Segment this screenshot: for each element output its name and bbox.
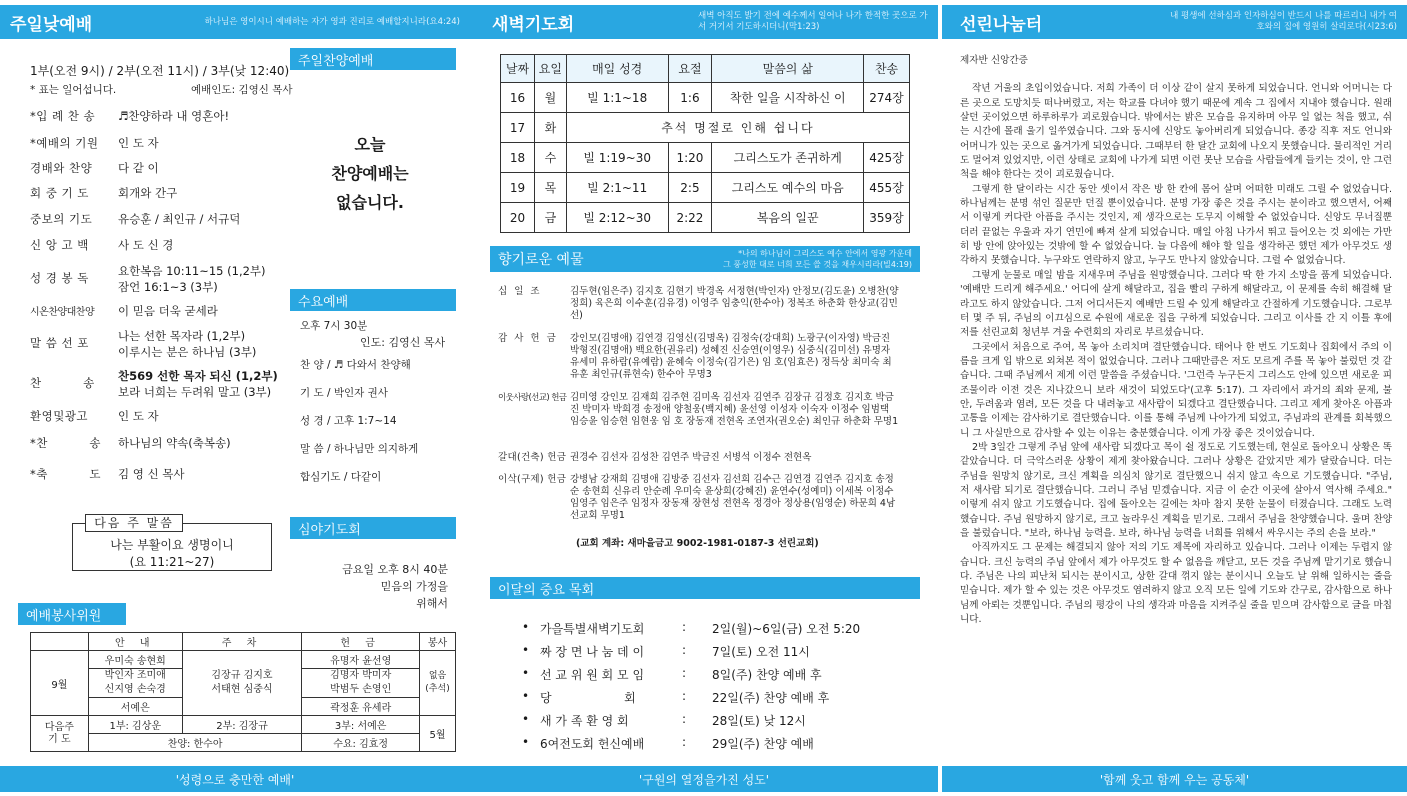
wednesday-row: 말 씀 / 하나님만 의지하게 <box>300 443 419 455</box>
offering-account: (교회 계좌: 새마을금고 9002-1981-0187-3 선린교회) <box>576 538 819 549</box>
event-row: • 가을특별새벽기도회 : 2일(월)~6일(금) 오전 5:20 <box>522 620 861 636</box>
sunday-times: 1부(오전 9시) / 2부(오전 11시) / 3부(낮 12:40) <box>30 64 290 78</box>
night-prayer-title: 심야기도회 <box>290 517 456 539</box>
order-row: 중보의 기도 유승훈 / 최인규 / 서규덕 <box>30 212 241 226</box>
praise-title: 주일찬양예배 <box>290 48 456 70</box>
next-word-label: 다음 주 말씀 <box>85 514 183 532</box>
sharing-title: 선린나눔터 <box>960 14 1043 35</box>
dawn-panel <box>470 0 940 796</box>
letter-paragraph: 그렇게 눈물로 매일 밤을 지새우며 주님을 원망했습니다. 그러다 딱 한 가지 소망을 품게 되었습니다. '예배만 드리게 해주세요.' 어디에 살게 해달라고, 집을 빨리 구하게 해달라고, 이 문제를 속히 해결해 달라고도 하지 않았습니다. 그저 어디서든지 예배만 드릴 수 있게 해달라고 간절하게 기도했습니다. 그로부터 몇 주 뒤, 주님의 이끄심으로 수원에 새로운 집을 구하게 되었습니다. 그리고 이사를 간 지 이틀 후에 저를 선린교회 청년부 겨울 수련회의 자리로 부르셨습니다. <box>960 269 1392 339</box>
order-row: 시온찬양대찬양 이 믿음 더욱 굳세라 <box>30 304 218 318</box>
next-word-ref: (요 11:21~27) <box>129 555 215 569</box>
letter-paragraph: 작년 거울의 초입이었습니다. 저희 가족이 더 이상 같이 살지 못하게 되었습니다. 언니와 어머니는 다른 곳으로 도망치듯 떠나버렸고, 저는 학교를 다녀야 했기 때문에 계속 그 집에서 지내야 했습니다. 원래 살던 곳이었으면 하루하루가 괴로웠습니다. 밖에서는 밝은 모습을 유지하며 아무 일 없는 척을 했고, 쉬는 시간에 몰래 울기 일쑤였습니다. 그와 동시에 신앙도 놓아버리게 되었습니다. 종강 직후 저도 언니와 어머니가 있는 곳으로 옮겨가게 되었습니다. 그때부터 한 달간 교회에 나오지 못했습니다. 물리적인 거리도 멀어져 있었지만, 이런 상태로 교회에 나가게 되면 이런 못난 모습을 사람들에게 들키는 것이, 안 그런 척을 해야 한다는 것이 괴로웠습니다. <box>960 83 1392 181</box>
footer-2: '구원의 열정을가진 성도' <box>470 766 938 792</box>
offering-row: 이삭(구제) 헌금 강병남 강재희 김명애 김방중 김선자 김선희 김수근 김연경 김연주 김지호 송정순 송현희 신유리 안순례 우미숙 윤상희(강혜진) 윤연수(성예미) 이세복 이정수 임영주 임은주 임정자 장동재 장현성 전현옥 정경아 정상용(임영순) 하문희 4남선교회 무명1 <box>498 474 896 521</box>
offering-row: 이웃사랑(선교) 헌금 김미영 강인모 김재희 김주현 김미옥 김선자 김연주 김장규 김정호 김지호 박금진 박미자 박희경 송정애 양철웅(백지혜) 윤선영 이성자 이숙자 이정수 임범택 임승윤 임승현 임현웅 임 호 장동재 전현옥 조연자(권오순) 최인규 하춘화 무명1 <box>498 392 899 427</box>
offering-row: 감 사 헌 금 강인모(김명애) 김연경 김영신(김명옥) 김정숙(강대희) 노광구(이자영) 박금진 박형진(김명애) 백요한(권유리) 성혜진 신승연(이영우) 심중식(김미선) 유명자 유세미 유하람(유예람) 윤혜숙 이정숙(김기은) 임 호(임효은) 정득상 최미숙 최유훈 최인규(류현숙) 한수아 무명3 <box>498 333 892 380</box>
event-row: • 6여전도회 헌신예배 : 29일(주) 찬양 예배 <box>522 735 814 751</box>
wednesday-time: 오후 7시 30분 <box>300 320 368 332</box>
wednesday-row: 합심기도 / 다같이 <box>300 471 382 483</box>
order-row: *축 도 김 영 신 목사 <box>30 467 185 481</box>
order-row: 환영및광고 인 도 자 <box>30 409 159 423</box>
letter-paragraph: 그곳에서 처음으로 주여, 목 놓아 소리치며 결단했습니다. 태어나 한 번도 기도회나 집회에서 주의 이름을 크게 입 밖으로 외쳐본 적이 없었습니다. 그러나 그때만큼은 저도 모르게 주를 목 놓아 불렀던 것 같습니다. 그때 주님께서 제게 이런 말씀을 주셨습니다. '그런즉 누구든지 그리스도 안에 있으면 새로운 피조물이라 이전 것은 지나갔으니 보라 새것이 되었도다'(고후 5:17). 그 자리에서 과거의 죄와 문제, 불안, 두려움과 염려, 모든 것을 다 내려놓고 새사람이 되겠다고 결단했습니다. 그리고 제게 찾아온 아픔과 고통을 이제는 감사하기로 결단했습니다. 이를 통해 주님께 나아가게 되었고, 주님과의 관계를 회복했으니 그 사실만으로 감사할 수 있는 이유는 충분했습니다. 이게 가장 좋은 것이었습니다. <box>960 341 1392 439</box>
next-word-title: 나는 부활이요 생명이니 <box>110 538 234 552</box>
order-row: 신 앙 고 백 사 도 신 경 <box>30 238 174 252</box>
letter-paragraph: 2박 3일간 그렇게 주님 앞에 새사람 되겠다고 목이 쉴 정도로 기도했는데, 현실로 돌아오니 상황은 똑같았습니다. 더 극악스러운 상황이 제게 찾아왔습니다. 그러나 상황은 같았지만 제가 달랐습니다. 더는 주님을 원망치 않기로, 크신 계획을 의심치 않기로 결단했으니 쉬지 않고 속으로 기도했습니다. "주님, 저 새사람 되기로 결단했습니다. 그러니 주님 믿겠습니다. 지금 이 순간 이곳에 살아서 역사해 주세요." 이렇게 쉬지 않고 기도했습니다. 집에 돌아오는 길에는 차마 참지 못한 눈물이 터졌습니다. 그래도 노력했습니다. 주님 원망하지 않기로, 크고 놀라우신 계획을 믿기로. 그래서 주님을 찬양했습니다. 울며 찬양을 불렀습니다. "보라, 하나님 능력을. 보라, 하나님 능력을 너희를 위해서 싸우시는 주의 손을 보라." <box>960 441 1392 539</box>
order-row: 찬 송 찬569 선한 목자 되신 (1,2부) 보라 너희는 두려워 말고 (3부) <box>30 369 278 399</box>
offering-row: 갈대(건축) 헌금 권경수 김선자 김성찬 김연주 박금진 서병석 이정수 전현옥 <box>498 452 812 463</box>
order-row: 회 중 기 도 회개와 간구 <box>30 186 178 200</box>
sunday-panel <box>0 0 470 796</box>
dawn-table: 날짜 요일 매일 성경 요절 말씀의 삶 찬송 16 월 빌 1:1~18 1:6 착한 일을 시작하신 이 274장 17 화 추석 명절로 인해 쉽니다 18 수 빌 1:19~30 1:20 그리스도가 존귀하게 425장 19 목 빌 2:1~11 2:5 그리스도 예수의 마음 455장 20 금 빌 2:12~30 2:22 복음의 일꾼 359장 <box>500 54 910 233</box>
offering-verse: *나의 하나님이 그리스도 예수 안에서 영광 가운데 그 풍성한 대로 너희 모든 쓸 것을 채우시리라(빌4:19) <box>723 249 912 269</box>
sharing-header-bar <box>942 5 1407 39</box>
order-row: *예배의 기원 인 도 자 <box>30 136 159 150</box>
dawn-row: 19 목 빌 2:1~11 2:5 그리스도 예수의 마음 455장 <box>501 173 910 203</box>
offering-title: 향기로운 예물 <box>498 252 584 268</box>
offering-header <box>490 246 920 272</box>
dawn-row: 18 수 빌 1:19~30 1:20 그리스도가 존귀하게 425장 <box>501 143 910 173</box>
letter-salutation: 제자반 신앙간증 <box>960 55 1028 66</box>
offering-row: 십 일 조 김두현(임은주) 김지호 김현기 박경옥 서정현(박인자) 안정모(김도윤) 오병찬(양정희) 육은희 이수훈(김유경) 이영주 임충익(한수아) 정복조 하춘화 한상교(김민선) <box>498 286 899 321</box>
letter-paragraph: 아직까지도 그 문제는 해결되지 않아 저의 기도 제목에 자리하고 있습니다. 그러나 이제는 두렵지 않습니다. 크신 능력의 주님 앞에서 제가 아무것도 할 수 없음을 깨닫고, 모든 것을 주님께 맡기기로 했습니다. 주님은 나의 피난처 되시는 분이시고, 상한 갈대 꺾지 않는 분이시니 오늘도 날 위해 일하시는 줄을 믿습니다. 제가 할 수 있는 것은 아무것도 염려하지 않고 오직 모든 일에 기도와 간구로, 감사함으로 하나님께 아뢰는 것뿐입니다. 주님의 평강이 나의 생각과 마음을 지켜주실 줄을 믿으며 감사함으로 글을 마칩니다. <box>960 542 1392 626</box>
wednesday-row: 성 경 / 고후 1:7~14 <box>300 415 397 427</box>
order-row: *찬 송 하나님의 약속(축복송) <box>30 436 231 450</box>
event-row: • 짜 장 면 나 눔 데 이 : 7일(토) 오전 11시 <box>522 643 810 659</box>
order-row: 경배와 찬양 다 같 이 <box>30 161 159 175</box>
praise-notice: 오늘 찬양예배는 없습니다. <box>331 135 409 212</box>
letter-paragraph: 그렇게 한 달이라는 시간 동안 셋이서 작은 방 한 칸에 몸어 살며 어떠한 미래도 그릴 수 없었습니다. 하나님께는 분명 섞인 질문만 던질 뿐이었습니다. 분명 가장 좋은 것을 주시는 분이라고 했으면서, 어째서 이렇게 커다란 아픔을 주시는 것인지, 제 생각으로는 도무지 이해할 수 없었습니다. 신앙도 무너질뿐더러 끝없는 우울과 자기 연민에 빠져 살게 되었습니다. 매일 아침 나가서 뛰고 들어오는 것 외에는 가만히 방 안에 앉아있는 것밖에 할 수 없었습니다. 늘 다음에 해야 할 일을 생각하곤 했던 제가 아무것도 생각하지 못했습니다. 누구와도 연락하지 않고, 누구도 만나지 않았습니다. 그럴 수 없었습니다. <box>960 183 1392 267</box>
order-row: 말 씀 선 포 나는 선한 목자라 (1,2부) 이루시는 분은 하나님 (3부) <box>30 329 257 359</box>
sunday-leader: 예배인도: 김영신 목사 <box>191 84 293 96</box>
footer-3: '함께 웃고 함께 우는 공동체' <box>942 766 1407 792</box>
testimony-letter <box>960 54 1392 627</box>
sunday-header-bar <box>0 5 470 39</box>
dawn-verse: 새벽 아직도 밝기 전에 예수께서 일어나 나가 한적한 곳으로 가서 거기서 기도하시더니(막1:23) <box>698 11 928 32</box>
sunday-title: 주일낮예배 <box>10 14 93 35</box>
dawn-row: 17 화 추석 명절로 인해 쉽니다 <box>501 113 910 143</box>
sunday-verse: 하나님은 영이시니 예배하는 자가 영과 진리로 예배할지니라(요4:24) <box>204 16 460 27</box>
volunteers-title: 예배봉사위원 <box>18 603 126 625</box>
dawn-header-bar <box>470 5 938 39</box>
night-prayer-info: 금요일 오후 8시 40분 믿음의 가정을 위해서 <box>342 563 448 610</box>
wednesday-row: 찬 양 / ♬ 다와서 찬양해 <box>300 359 411 371</box>
dawn-row: 20 금 빌 2:12~30 2:22 복음의 일꾼 359장 <box>501 203 910 233</box>
wednesday-title: 수요예배 <box>290 289 456 311</box>
event-row: • 새 가 족 환 영 회 : 28일(토) 낮 12시 <box>522 712 806 728</box>
order-row: *입 례 찬 송 ♬찬양하라 내 영혼아! <box>30 109 230 123</box>
dawn-row: 16 월 빌 1:1~18 1:6 착한 일을 시작하신 이 274장 <box>501 83 910 113</box>
order-row: 성 경 봉 독 요한복음 10:11~15 (1,2부) 잠언 16:1~3 (3부) <box>30 264 266 294</box>
footer-1: '성령으로 충만한 예배' <box>0 766 470 792</box>
events-title: 이달의 중요 목회 <box>490 577 920 599</box>
volunteers-table: 안 내 주 차 헌 금 봉사 9월 우미숙 송현희 김장규 김지호 서태현 심중식 유명자 윤선영 없음 (추석) 박인자 조미애 신지영 손숙경 김명자 박미자 박범두 손영인 서예은 곽정훈 유세라 다음주 기 도 1부: 김상운 2부: 김장규 3부: 서예은 5월 찬양: 한수아 수요: 김효정 <box>30 632 456 752</box>
sharing-verse: 내 평생에 선하심과 인자하심이 반드시 나를 따르리니 내가 여호와의 집에 영원히 살리로다(시23:6) <box>1170 11 1397 32</box>
dawn-title: 새벽기도회 <box>492 14 575 35</box>
wednesday-leader: 인도: 김영신 목사 <box>360 336 446 349</box>
event-row: • 선 교 위 원 회 모 임 : 8일(주) 찬양 예배 후 <box>522 666 822 682</box>
event-row: • 당 회 : 22일(주) 찬양 예배 후 <box>522 689 830 705</box>
wednesday-row: 기 도 / 박인자 권사 <box>300 387 388 399</box>
stand-note: * 표는 일어섭니다. <box>30 84 117 96</box>
